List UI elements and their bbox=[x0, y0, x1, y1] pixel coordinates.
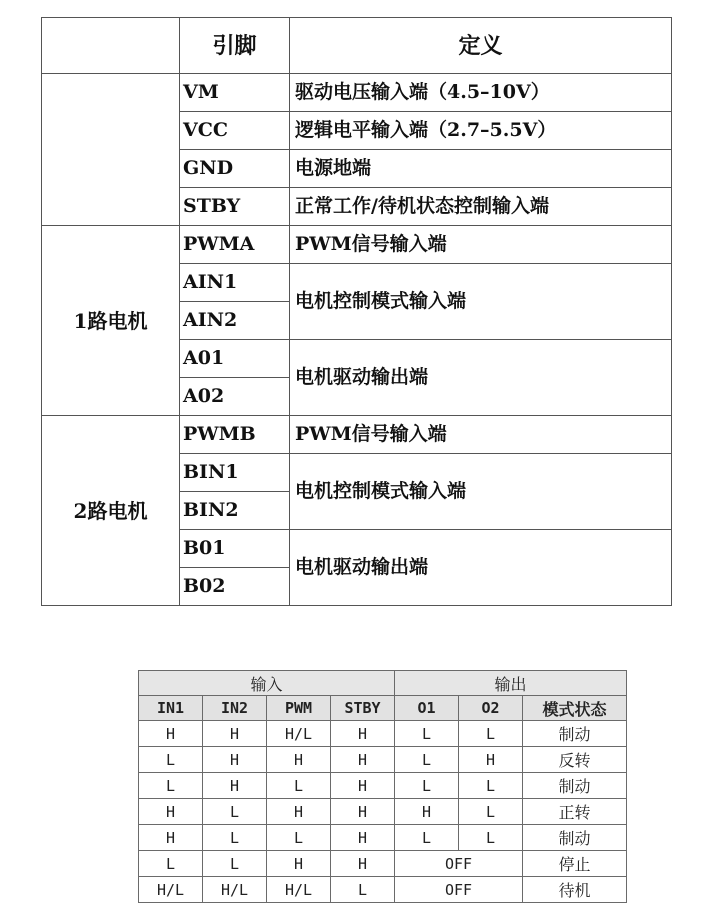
def-stby: 正常工作/待机状态控制输入端 bbox=[290, 188, 672, 226]
pin-pwma: PWMA bbox=[180, 226, 290, 264]
table-row bbox=[139, 825, 627, 851]
table-row bbox=[139, 721, 627, 747]
cell-state: 制动 bbox=[523, 773, 627, 799]
cell-in1: H/L bbox=[139, 877, 203, 903]
truth-table-container bbox=[138, 670, 626, 902]
def-ain: 电机控制模式输入端 bbox=[290, 264, 672, 340]
pin-a01: A01 bbox=[180, 340, 290, 378]
pin-gnd: GND bbox=[180, 150, 290, 188]
input-group-header: 输入 bbox=[139, 671, 395, 696]
cell-pwm: L bbox=[267, 825, 331, 851]
col-pwm: PWM bbox=[267, 696, 331, 721]
cell-stby: H bbox=[331, 799, 395, 825]
pin-definition-table bbox=[41, 17, 672, 606]
def-vcc: 逻辑电平输入端（2.7–5.5V） bbox=[290, 112, 672, 150]
def-bin: 电机控制模式输入端 bbox=[290, 454, 672, 530]
power-row-vm bbox=[42, 74, 672, 112]
cell-o1: H bbox=[395, 799, 459, 825]
cell-output: OFF bbox=[395, 877, 523, 903]
col-mode: 模式状态 bbox=[523, 696, 627, 721]
cell-state: 制动 bbox=[523, 721, 627, 747]
cell-in1: L bbox=[139, 773, 203, 799]
truth-group-header-row bbox=[139, 671, 627, 696]
cell-o1: L bbox=[395, 773, 459, 799]
cell-in2: H/L bbox=[203, 877, 267, 903]
cell-state: 反转 bbox=[523, 747, 627, 773]
cell-stby: H bbox=[331, 851, 395, 877]
col-stby: STBY bbox=[331, 696, 395, 721]
cell-in2: H bbox=[203, 721, 267, 747]
pin-header: 引脚 bbox=[180, 18, 290, 74]
cell-in2: L bbox=[203, 799, 267, 825]
cell-pwm: H/L bbox=[267, 877, 331, 903]
cell-in1: H bbox=[139, 799, 203, 825]
table-row bbox=[139, 747, 627, 773]
cell-state: 制动 bbox=[523, 825, 627, 851]
cell-o2: L bbox=[459, 825, 523, 851]
motor1-row-pwm bbox=[42, 226, 672, 264]
motor1-label: 1路电机 bbox=[42, 226, 180, 416]
cell-o2: L bbox=[459, 799, 523, 825]
table-row bbox=[139, 799, 627, 825]
cell-o2: L bbox=[459, 721, 523, 747]
pin-vcc: VCC bbox=[180, 112, 290, 150]
def-gnd: 电源地端 bbox=[290, 150, 672, 188]
cell-stby: H bbox=[331, 825, 395, 851]
cell-o1: L bbox=[395, 721, 459, 747]
group-header-cell bbox=[42, 18, 180, 74]
col-in1: IN1 bbox=[139, 696, 203, 721]
col-in2: IN2 bbox=[203, 696, 267, 721]
pin-vm: VM bbox=[180, 74, 290, 112]
cell-state: 停止 bbox=[523, 851, 627, 877]
cell-stby: L bbox=[331, 877, 395, 903]
power-group-cell bbox=[42, 74, 180, 226]
cell-o1: L bbox=[395, 825, 459, 851]
pin-table-header-row bbox=[42, 18, 672, 74]
pin-b02: B02 bbox=[180, 568, 290, 606]
motor2-row-pwm bbox=[42, 416, 672, 454]
def-bout: 电机驱动输出端 bbox=[290, 530, 672, 606]
pin-ain2: AIN2 bbox=[180, 302, 290, 340]
pin-a02: A02 bbox=[180, 378, 290, 416]
cell-in1: H bbox=[139, 721, 203, 747]
cell-state: 正转 bbox=[523, 799, 627, 825]
pin-ain1: AIN1 bbox=[180, 264, 290, 302]
def-pwmb: PWM信号输入端 bbox=[290, 416, 672, 454]
cell-in2: L bbox=[203, 825, 267, 851]
cell-o2: L bbox=[459, 773, 523, 799]
pin-bin1: BIN1 bbox=[180, 454, 290, 492]
cell-in1: L bbox=[139, 851, 203, 877]
table-row bbox=[139, 773, 627, 799]
cell-in2: H bbox=[203, 773, 267, 799]
def-pwma: PWM信号输入端 bbox=[290, 226, 672, 264]
cell-in2: L bbox=[203, 851, 267, 877]
table-row bbox=[139, 851, 627, 877]
pin-b01: B01 bbox=[180, 530, 290, 568]
cell-in1: H bbox=[139, 825, 203, 851]
motor2-label: 2路电机 bbox=[42, 416, 180, 606]
output-group-header: 输出 bbox=[395, 671, 627, 696]
cell-output: OFF bbox=[395, 851, 523, 877]
truth-column-header-row bbox=[139, 696, 627, 721]
cell-state: 待机 bbox=[523, 877, 627, 903]
cell-stby: H bbox=[331, 721, 395, 747]
cell-pwm: H/L bbox=[267, 721, 331, 747]
cell-pwm: H bbox=[267, 851, 331, 877]
pin-stby: STBY bbox=[180, 188, 290, 226]
cell-in1: L bbox=[139, 747, 203, 773]
col-o2: O2 bbox=[459, 696, 523, 721]
cell-in2: H bbox=[203, 747, 267, 773]
cell-stby: H bbox=[331, 747, 395, 773]
col-o1: O1 bbox=[395, 696, 459, 721]
cell-pwm: H bbox=[267, 747, 331, 773]
def-aout: 电机驱动输出端 bbox=[290, 340, 672, 416]
pin-pwmb: PWMB bbox=[180, 416, 290, 454]
cell-o2: H bbox=[459, 747, 523, 773]
table-row bbox=[139, 877, 627, 903]
truth-table bbox=[138, 670, 627, 903]
cell-o1: L bbox=[395, 747, 459, 773]
cell-stby: H bbox=[331, 773, 395, 799]
cell-pwm: H bbox=[267, 799, 331, 825]
pin-bin2: BIN2 bbox=[180, 492, 290, 530]
definition-header: 定义 bbox=[290, 18, 672, 74]
cell-pwm: L bbox=[267, 773, 331, 799]
def-vm: 驱动电压输入端（4.5–10V） bbox=[290, 74, 672, 112]
